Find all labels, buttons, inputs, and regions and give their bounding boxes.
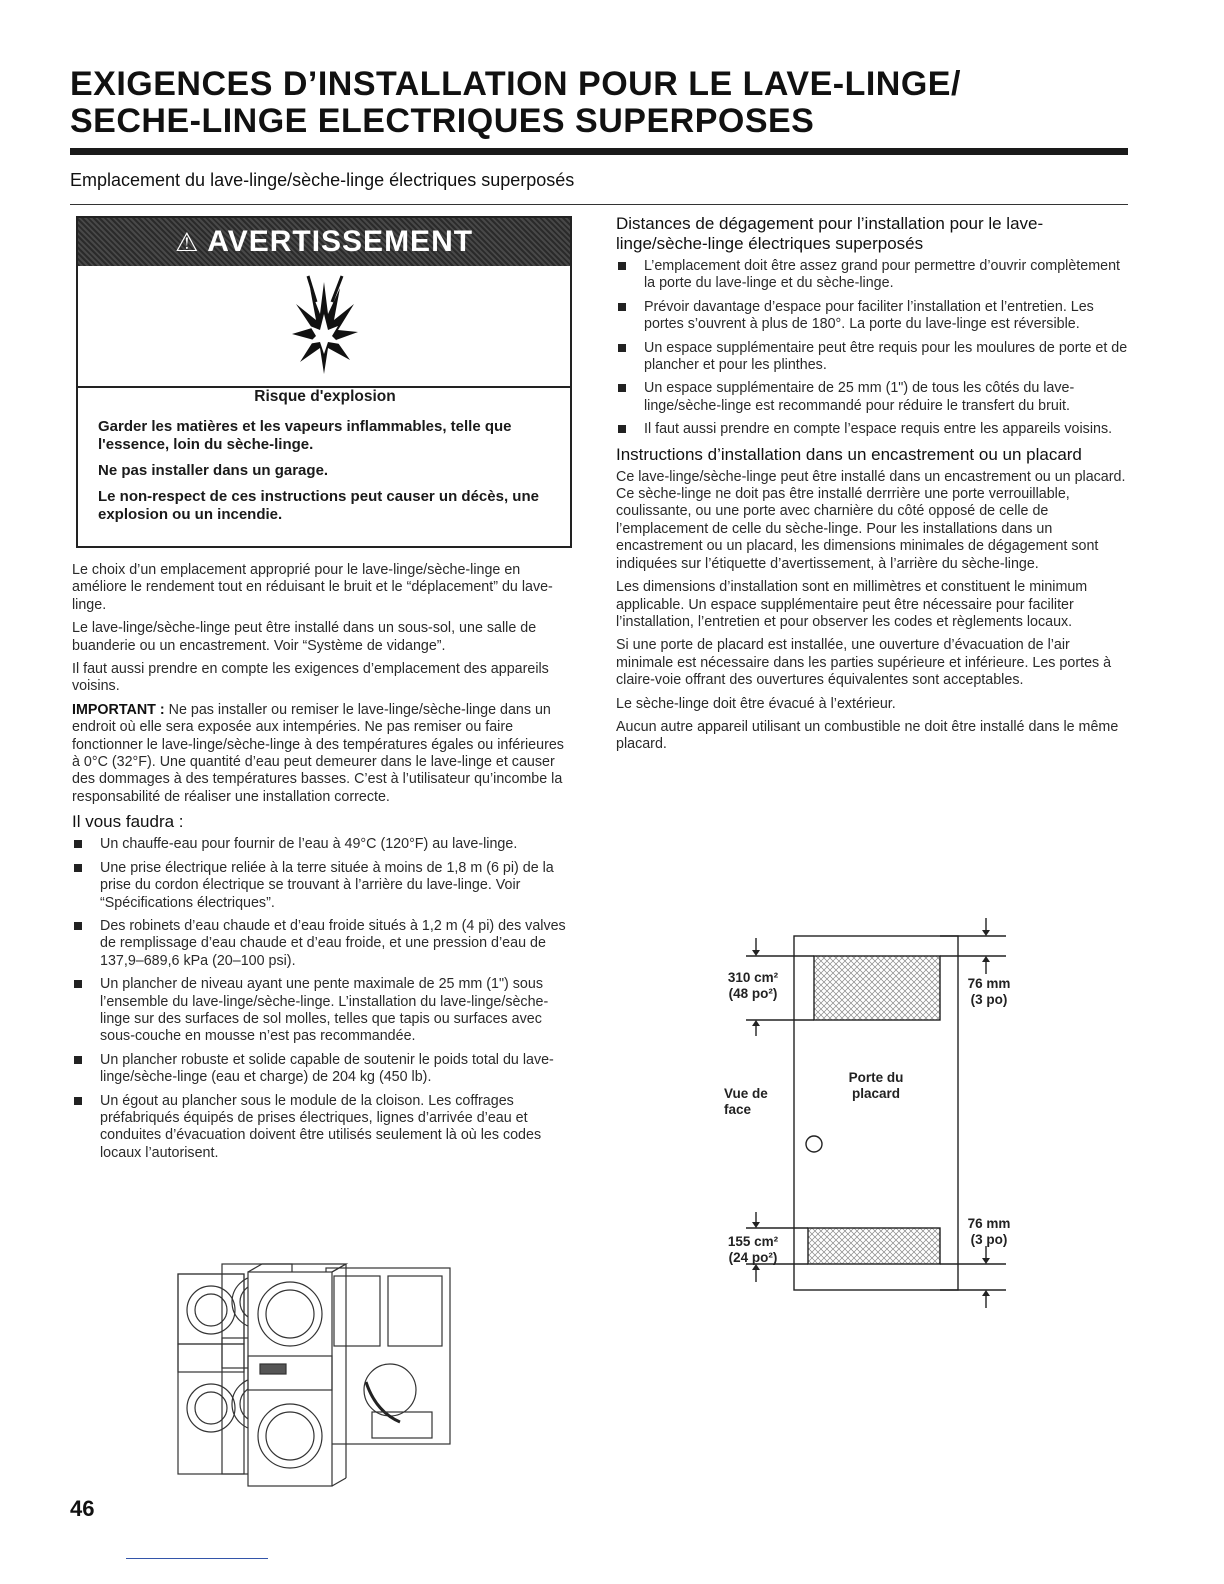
subtitle-rule bbox=[70, 204, 1128, 205]
list-item: Prévoir davantage d’espace pour faciliter l’installation et l’entretien. Les portes s’ouvrent à plus de 180°. La porte du lave-linge est réversible. bbox=[616, 299, 1128, 334]
important-label: IMPORTANT : bbox=[72, 701, 165, 718]
list-item: Une prise électrique reliée à la terre située à moins de 1,8 m (6 pi) de la prise du cordon électrique se trouvant à l’arrière du lave-linge. Voir “Spécifications électriques”. bbox=[72, 860, 572, 912]
important-text: Ne pas installer ou remiser le lave-linge/sèche-linge dans un endroit où elle sera exposée aux intempéries. Ne pas remiser ou faire fonctionner le lave-linge/sèche-linge à des températures égales ou inférieures à 0°C (32°F). Une quantité d’eau peut demeurer dans le lave-linge et causer des dommages à des températures basses. C’est à l’utilisateur qu’incombe la responsabilité de réaliser une installation correcte. bbox=[72, 701, 564, 805]
top-vent-area: 310 cm² bbox=[727, 970, 779, 985]
list-item: Un plancher robuste et solide capable de soutenir le poids total du lave-linge/sèche-linge (eau et charge) de 204 kg (450 lb). bbox=[72, 1052, 572, 1087]
warning-text bbox=[92, 388, 558, 532]
warning-line-3: Le non-respect de ces instructions peut causer un décès, une explosion ou un incendie. bbox=[98, 488, 539, 523]
section-subtitle: Emplacement du lave-linge/sèche-linge électriques superposés bbox=[70, 170, 575, 190]
important-paragraph bbox=[72, 702, 572, 806]
top-gap-label bbox=[962, 976, 1016, 1008]
list-item: Un égout au plancher sous le module de la cloison. Les coffrages préfabriqués équipés de prises électriques, lignes d’arrivée d’eau et conduites d’évacuation doivent être utilisés seulement là où les codes locaux l’autorisent. bbox=[72, 1093, 572, 1163]
need-heading: Il vous faudra : bbox=[72, 812, 184, 832]
bottom-gap-label bbox=[962, 1216, 1016, 1248]
page-title bbox=[70, 66, 1150, 140]
left-paragraph-3: Il faut aussi prendre en compte les exigences d’emplacement des appareils voisins. bbox=[72, 661, 549, 695]
bottom-gap-alt: (3 po) bbox=[970, 1232, 1008, 1247]
top-vent-area-alt: (48 po²) bbox=[728, 986, 778, 1001]
top-vent-area-label bbox=[720, 970, 786, 1002]
closet-paragraph-5: Aucun autre appareil utilisant un combustible ne doit être installé dans le même placard. bbox=[616, 718, 1119, 753]
warning-line-2: Ne pas installer dans un garage. bbox=[98, 462, 329, 479]
footer-line bbox=[126, 1558, 268, 1559]
closet-paragraph-2: Les dimensions d’installation sont en millimètres et constituent le minimum applicable. Un espace supplémentaire peut être nécessaire pour faciliter l’installation, l’entretien et pour observer les codes et règlements locaux. bbox=[616, 579, 1088, 630]
list-item: Un espace supplémentaire de 25 mm (1") de tous les côtés du lave-linge/sèche-linge est recommandé pour réduire le transfert du bruit. bbox=[616, 380, 1128, 415]
list-item: L’emplacement doit être assez grand pour permettre d’ouvrir complètement la porte du lave-linge et du sèche-linge. bbox=[616, 258, 1128, 293]
need-list bbox=[72, 836, 572, 1162]
stacked-laundry-illustration bbox=[176, 1262, 466, 1488]
closet-door-line-2: placard bbox=[851, 1086, 901, 1101]
list-item: Il faut aussi prendre en compte l’espace requis entre les appareils voisins. bbox=[616, 421, 1128, 438]
front-view-line-2: face bbox=[724, 1102, 752, 1117]
closet-paragraph-4: Le sèche-linge doit être évacué à l’extérieur. bbox=[616, 695, 896, 712]
warning-header-label: AVERTISSEMENT bbox=[207, 225, 474, 258]
list-item: Un chauffe-eau pour fournir de l’eau à 49°C (120°F) au lave-linge. bbox=[72, 836, 572, 853]
right-column bbox=[616, 214, 1128, 760]
clearance-heading: Distances de dégagement pour l’installation pour le lave-linge/sèche-linge électriques superposés bbox=[616, 214, 1044, 253]
list-item: Un espace supplémentaire peut être requis pour les moulures de porte et de plancher et pour les plinthes. bbox=[616, 340, 1128, 375]
closet-paragraph-1: Ce lave-linge/sèche-linge peut être installé dans un encastrement ou un placard. Ce sèche-linge ne doit pas être installé derrrière une porte verrouillable, coulissante, ou une porte avec charnière du côté opposé de celle de l’emplacement de celle du sèche-linge. Pour les installations dans un encastrement ou un placard, les dimensions minimales de dégagement sont indiquées sur l’étiquette d’avertissement, à l’arrière du sèche-linge. bbox=[616, 468, 1126, 572]
left-paragraph-1: Le choix d’un emplacement approprié pour le lave-linge/sèche-linge en améliore le rendement tout en réduisant le bruit et le “déplacement” du lave-linge. bbox=[72, 562, 553, 613]
list-item: Des robinets d’eau chaude et d’eau froide situés à 1,2 m (4 pi) des valves de remplissage d’eau chaude et d’eau froide, et une pression d’eau de 137,9–689,6 kPa (20–100 psi). bbox=[72, 918, 572, 970]
warning-header bbox=[78, 218, 570, 266]
left-paragraph-2: Le lave-linge/sèche-linge peut être installé dans un sous-sol, une salle de buanderie ou un encastrement. Voir “Système de vidange”. bbox=[72, 620, 537, 654]
closet-door-label bbox=[846, 1070, 906, 1102]
closet-door-diagram bbox=[716, 916, 1016, 1318]
explosion-icon bbox=[288, 274, 360, 378]
front-view-line-1: Vue de bbox=[724, 1086, 768, 1101]
bottom-gap: 76 mm bbox=[967, 1216, 1011, 1231]
warning-triangle-icon: ⚠ bbox=[174, 227, 200, 257]
bottom-vent-area-alt: (24 po²) bbox=[728, 1250, 778, 1265]
closet-heading: Instructions d’installation dans un encastrement ou un placard bbox=[616, 444, 1082, 464]
warning-line-1: Garder les matières et les vapeurs inflammables, telle que l'essence, loin du sèche-linge. bbox=[98, 418, 512, 453]
closet-paragraph-3: Si une porte de placard est installée, une ouverture d’évacuation de l’air minimale est nécessaire dans les parties supérieure et inférieure. Les portes à claire-voie offrant des ouvertures équivalentes sont acceptables. bbox=[616, 637, 1112, 689]
title-line-2: SECHE-LINGE ELECTRIQUES SUPERPOSES bbox=[70, 102, 815, 140]
warning-box bbox=[76, 216, 572, 548]
bottom-vent-area: 155 cm² bbox=[727, 1234, 779, 1249]
front-view-label bbox=[724, 1086, 768, 1118]
left-column bbox=[72, 562, 572, 1168]
bottom-vent-area-label bbox=[720, 1234, 786, 1266]
warning-graphic bbox=[78, 266, 570, 388]
closet-door-line-1: Porte du bbox=[848, 1070, 904, 1085]
clearance-list bbox=[616, 258, 1128, 439]
top-gap-alt: (3 po) bbox=[970, 992, 1008, 1007]
list-item: Un plancher de niveau ayant une pente maximale de 25 mm (1") sous l’ensemble du lave-linge/sèche-linge. L’installation du lave-linge/sèche-linge sur des surfaces de sol molles, telles que tapis ou surfaces avec sous-couche en mousse n’est pas recommandée. bbox=[72, 976, 572, 1046]
title-rule bbox=[70, 148, 1128, 155]
top-gap: 76 mm bbox=[967, 976, 1011, 991]
page-number: 46 bbox=[70, 1496, 95, 1521]
warning-risk: Risque d'explosion bbox=[254, 388, 396, 405]
title-line-1: EXIGENCES D’INSTALLATION POUR LE LAVE-LINGE/ bbox=[70, 65, 961, 103]
